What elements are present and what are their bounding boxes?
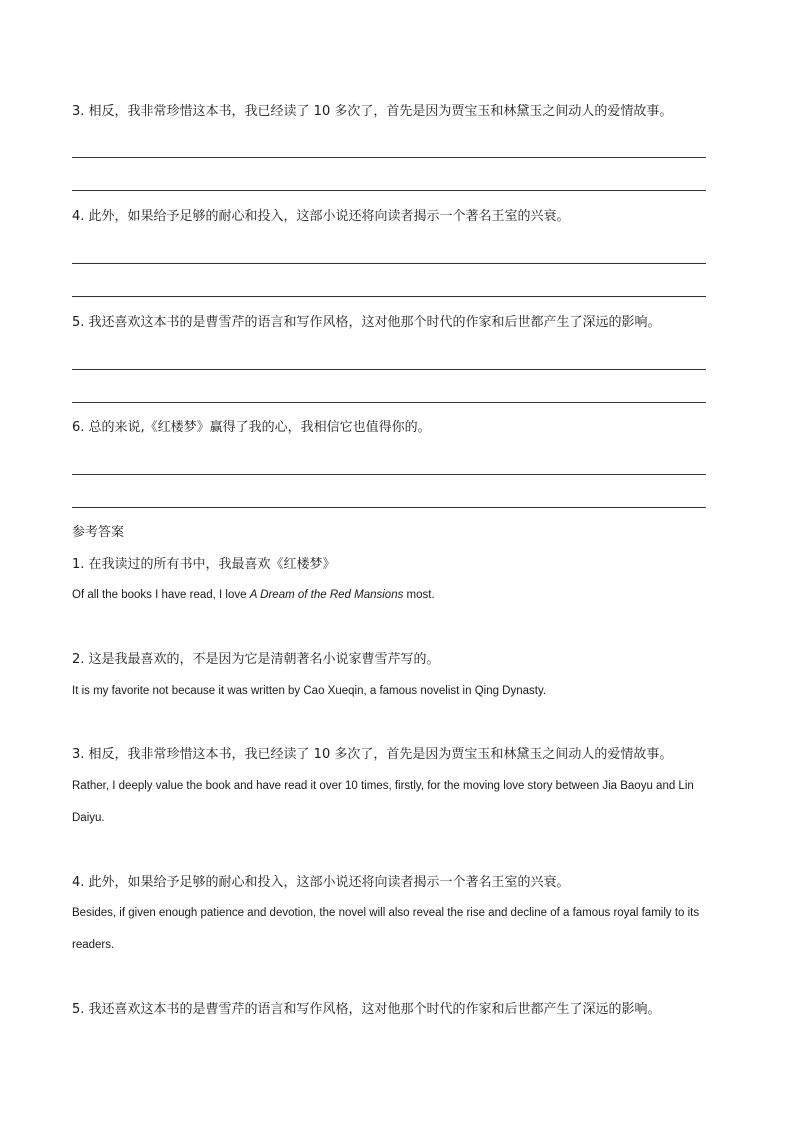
answer-line[interactable] [72, 507, 706, 508]
answers-heading: 参考答案 [72, 525, 125, 540]
answer-3-english: Rather, I deeply value the book and have read it over 10 times, firstly, for the moving love story between Jia Baoyu and Lin Daiyu. [72, 780, 694, 824]
answer-1-english [72, 579, 712, 611]
exercise-4-prompt: 4. 此外，如果给予足够的耐心和投入，这部小说还将向读者揭示一个著名王室的兴衰。 [72, 209, 570, 224]
answer-line[interactable] [72, 474, 706, 475]
answer-line[interactable] [72, 190, 706, 191]
exercise-5-prompt: 5. 我还喜欢这本书的是曹雪芹的语言和写作风格，这对他那个时代的作家和后世都产生了深远的影响。 [72, 315, 661, 330]
answer-2-chinese: 2. 这是我最喜欢的，不是因为它是清朝著名小说家曹雪芹写的。 [72, 652, 440, 667]
answer-line[interactable] [72, 296, 706, 297]
exercise-6-prompt: 6. 总的来说,《红楼梦》赢得了我的心，我相信它也值得你的。 [72, 420, 431, 435]
answer-line[interactable] [72, 369, 706, 370]
answer-1-english-end: most. [403, 589, 435, 601]
answer-line[interactable] [72, 263, 706, 264]
answer-1-chinese: 1. 在我读过的所有书中，我最喜欢《红楼梦》 [72, 557, 336, 572]
answer-2-english: It is my favorite not because it was written by Cao Xueqin, a famous novelist in Qing Dynasty. [72, 685, 547, 697]
answer-4-english: Besides, if given enough patience and devotion, the novel will also reveal the rise and decline of a famous royal family to its readers. [72, 907, 700, 951]
answer-4-chinese: 4. 此外，如果给予足够的耐心和投入，这部小说还将向读者揭示一个著名王室的兴衰。 [72, 875, 570, 890]
answer-line[interactable] [72, 157, 706, 158]
answer-1-english-start: Of all the books I have read, I love [72, 589, 250, 601]
answer-3-chinese: 3. 相反，我非常珍惜这本书，我已经读了 10 多次了，首先是因为贾宝玉和林黛玉之间动人的爱情故事。 [72, 747, 673, 762]
book-title: A Dream of the Red Mansions [249, 589, 404, 601]
answer-5-chinese: 5. 我还喜欢这本书的是曹雪芹的语言和写作风格，这对他那个时代的作家和后世都产生了深远的影响。 [72, 1002, 661, 1017]
exercise-3-prompt: 3. 相反，我非常珍惜这本书，我已经读了 10 多次了，首先是因为贾宝玉和林黛玉之间动人的爱情故事。 [72, 104, 673, 119]
answer-line[interactable] [72, 402, 706, 403]
